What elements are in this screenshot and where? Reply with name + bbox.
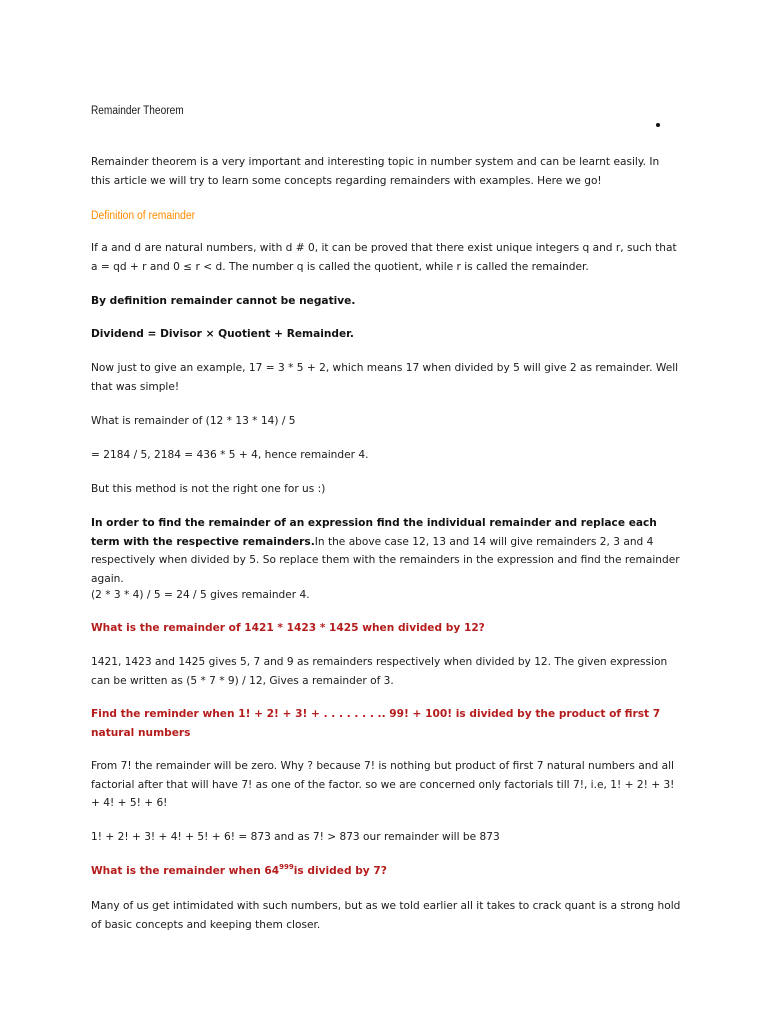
answer-3-result: 1! + 2! + 3! + 4! + 5! + 6! = 873 and as 7! > 873 our remainder will be 873 bbox=[91, 831, 500, 843]
rule-negative: By definition remainder cannot be negative. bbox=[91, 295, 356, 307]
method-rest: In the above case 12, 13 and 14 will give remainders 2, 3 and 4 respectively when divided by 5. So replace them with the remainders in the expression and find the remainder again. bbox=[91, 535, 680, 585]
method-note: But this method is not the right one for us :) bbox=[91, 483, 326, 495]
definition-paragraph: If a and d are natural numbers, with d # 0, it can be proved that there exist unique integers q and r, such that a = qd + r and 0 ≤ r < d. The number q is called the quotient, while r is called the remainder. bbox=[91, 242, 677, 273]
question-4 bbox=[91, 862, 681, 881]
closing-paragraph: Many of us get intimidated with such numbers, but as we told earlier all it takes to crack quant is a strong hold of basic concepts and keeping them closer. bbox=[91, 900, 681, 931]
question-4-exponent: 999 bbox=[279, 863, 294, 871]
method-result: (2 * 3 * 4) / 5 = 24 / 5 gives remainder 4. bbox=[91, 589, 310, 601]
page-title: Remainder Theorem bbox=[91, 105, 184, 117]
question-1: What is remainder of (12 * 13 * 14) / 5 bbox=[91, 415, 296, 427]
answer-1: = 2184 / 5, 2184 = 436 * 5 + 4, hence remainder 4. bbox=[91, 449, 369, 461]
method-paragraph bbox=[91, 514, 681, 588]
question-2: What is the remainder of 1421 * 1423 * 1425 when divided by 12? bbox=[91, 622, 485, 634]
question-3: Find the reminder when 1! + 2! + 3! + . . . . . . . .. 99! + 100! is divided by the product of first 7 natural numbers bbox=[91, 708, 661, 739]
method-bold: In order to find the remainder of an expression find the individual remainder and replace each term with the respective remainders. bbox=[91, 517, 657, 548]
answer-2: 1421, 1423 and 1425 gives 5, 7 and 9 as remainders respectively when divided by 12. The given expression can be written as (5 * 7 * 9) / 12, Gives a remainder of 3. bbox=[91, 656, 668, 687]
question-4-text: What is the remainder when 64 bbox=[91, 865, 280, 877]
rule-formula: Dividend = Divisor × Quotient + Remainder. bbox=[91, 328, 354, 340]
section-heading: Definition of remainder bbox=[91, 210, 196, 222]
question-4-rest: is divided by 7? bbox=[293, 865, 387, 877]
example-paragraph: Now just to give an example, 17 = 3 * 5 + 2, which means 17 when divided by 5 will give 2 as remainder. Well that was simple! bbox=[91, 362, 679, 393]
answer-3: From 7! the remainder will be zero. Why ? because 7! is nothing but product of first 7 natural numbers and all factorial after that will have 7! as one of the factor. so we are concerned only factorials till 7!, i.e, 1! + 2! + 3! + 4! + 5! + 6! bbox=[91, 760, 675, 809]
bullet-dot bbox=[656, 123, 660, 127]
intro-paragraph: Remainder theorem is a very important and interesting topic in number system and can be learnt easily. In this article we will try to learn some concepts regarding remainders with examples. Here we go! bbox=[91, 156, 660, 187]
